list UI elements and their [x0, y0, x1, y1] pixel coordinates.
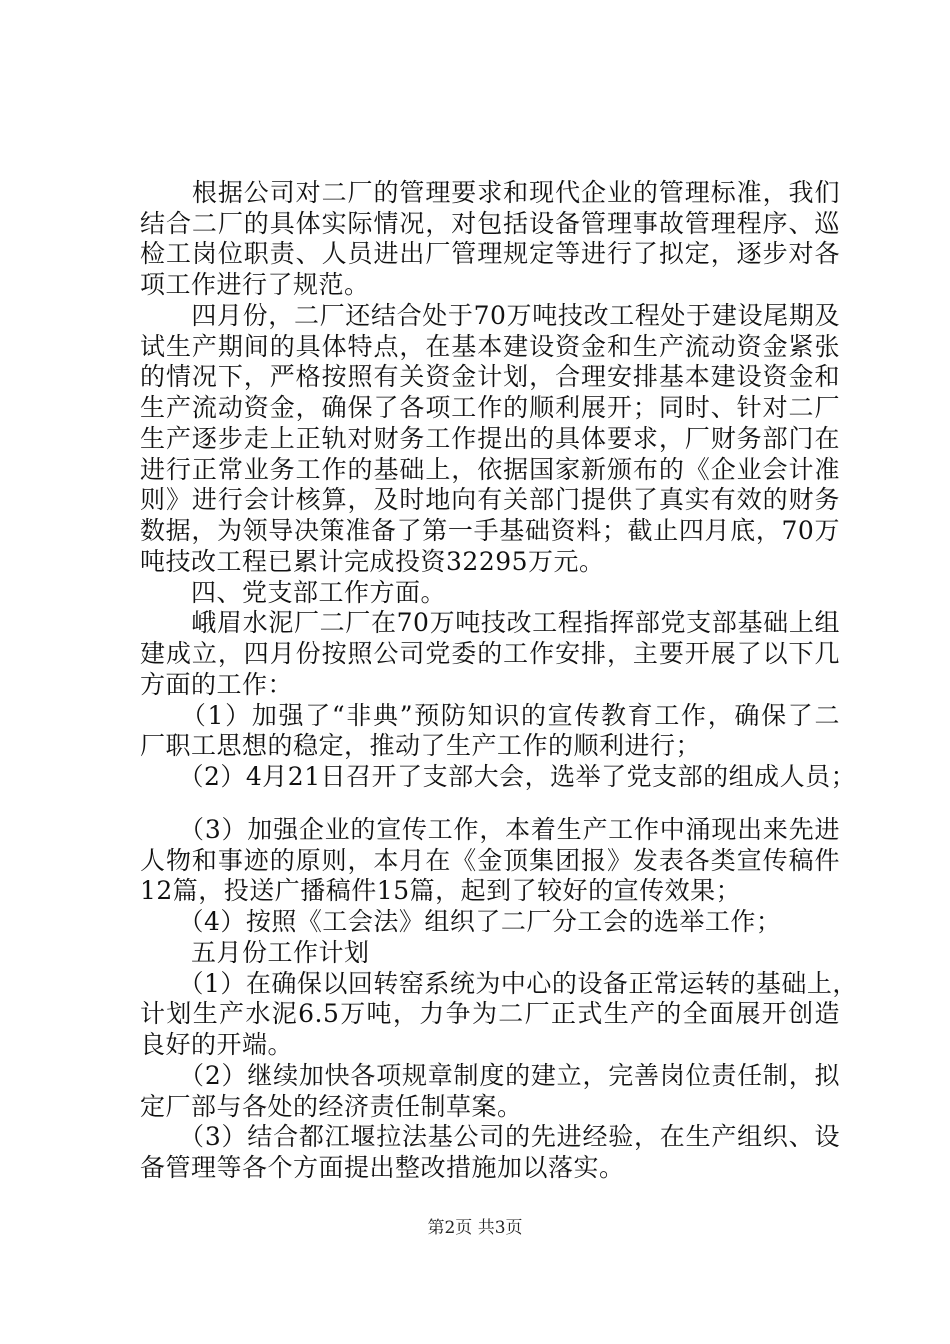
page-footer: 第2页 共3页	[427, 1218, 523, 1238]
list-item-line: 12篇，投送广播稿件15篇，起到了较好的宣传效果；	[140, 876, 742, 905]
list-item-line: 备管理等各个方面提出整改措施加以落实。	[140, 1153, 625, 1182]
text-line: 方面的工作：	[140, 670, 294, 699]
list-item-line: 厂职工思想的稳定，推动了生产工作的顺利进行；	[140, 731, 702, 760]
list-item-line: （2）4月21日召开了支部大会，选举了党支部的组成人员；	[140, 762, 857, 791]
text-line: 建成立，四月份按照公司党委的工作安排，主要开展了以下几	[140, 639, 840, 668]
text-line: 检工岗位职责、人员进出厂管理规定等进行了拟定，逐步对各	[140, 239, 840, 268]
list-item-line: （3）结合都江堰拉法基公司的先进经验，在生产组织、设	[140, 1122, 840, 1151]
text-line: 峨眉水泥厂二厂在70万吨技改工程指挥部党支部基础上组	[140, 608, 840, 637]
text-line: 生产流动资金，确保了各项工作的顺利展开；同时、针对二厂	[140, 393, 840, 422]
list-item-line: （1）加强了“非典”预防知识的宣传教育工作，确保了二	[140, 701, 840, 730]
list-item-line: 定厂部与各处的经济责任制草案。	[140, 1092, 523, 1121]
list-item-line: （4）按照《工会法》组织了二厂分工会的选举工作；	[140, 907, 782, 936]
list-item-line: （3）加强企业的宣传工作，本着生产工作中涌现出来先进	[140, 815, 840, 844]
text-line: 试生产期间的具体特点，在基本建设资金和生产流动资金紧张	[140, 332, 840, 361]
list-item-line: 良好的开端。	[140, 1030, 294, 1059]
list-item-line: （2）继续加快各项规章制度的建立，完善岗位责任制，拟	[140, 1061, 840, 1090]
text-line: 的情况下，严格按照有关资金计划，合理安排基本建设资金和	[140, 362, 840, 391]
text-line: 生产逐步走上正轨对财务工作提出的具体要求，厂财务部门在	[140, 424, 840, 453]
text-line: 四月份，二厂还结合处于70万吨技改工程处于建设尾期及	[140, 301, 840, 330]
text-line: 进行正常业务工作的基础上，依据国家新颁布的《企业会计准	[140, 455, 840, 484]
text-line: 根据公司对二厂的管理要求和现代企业的管理标准，我们	[140, 178, 840, 207]
section-heading: 五月份工作计划	[140, 938, 370, 967]
list-item-line: 人物和事迹的原则，本月在《金顶集团报》发表各类宣传稿件	[140, 846, 840, 875]
text-line: 结合二厂的具体实际情况，对包括设备管理事故管理程序、巡	[140, 209, 840, 238]
list-item-line: （1）在确保以回转窑系统为中心的设备正常运转的基础上，	[140, 969, 858, 998]
text-line: 项工作进行了规范。	[140, 270, 370, 299]
text-line: 吨技改工程已累计完成投资32295万元。	[140, 547, 605, 576]
section-heading: 四、党支部工作方面。	[140, 578, 447, 607]
text-line: 则》进行会计核算，及时地向有关部门提供了真实有效的财务	[140, 485, 840, 514]
list-item-line: 计划生产水泥6.5万吨，力争为二厂正式生产的全面展开创造	[140, 999, 840, 1028]
text-line: 数据，为领导决策准备了第一手基础资料；截止四月底，70万	[140, 516, 840, 545]
